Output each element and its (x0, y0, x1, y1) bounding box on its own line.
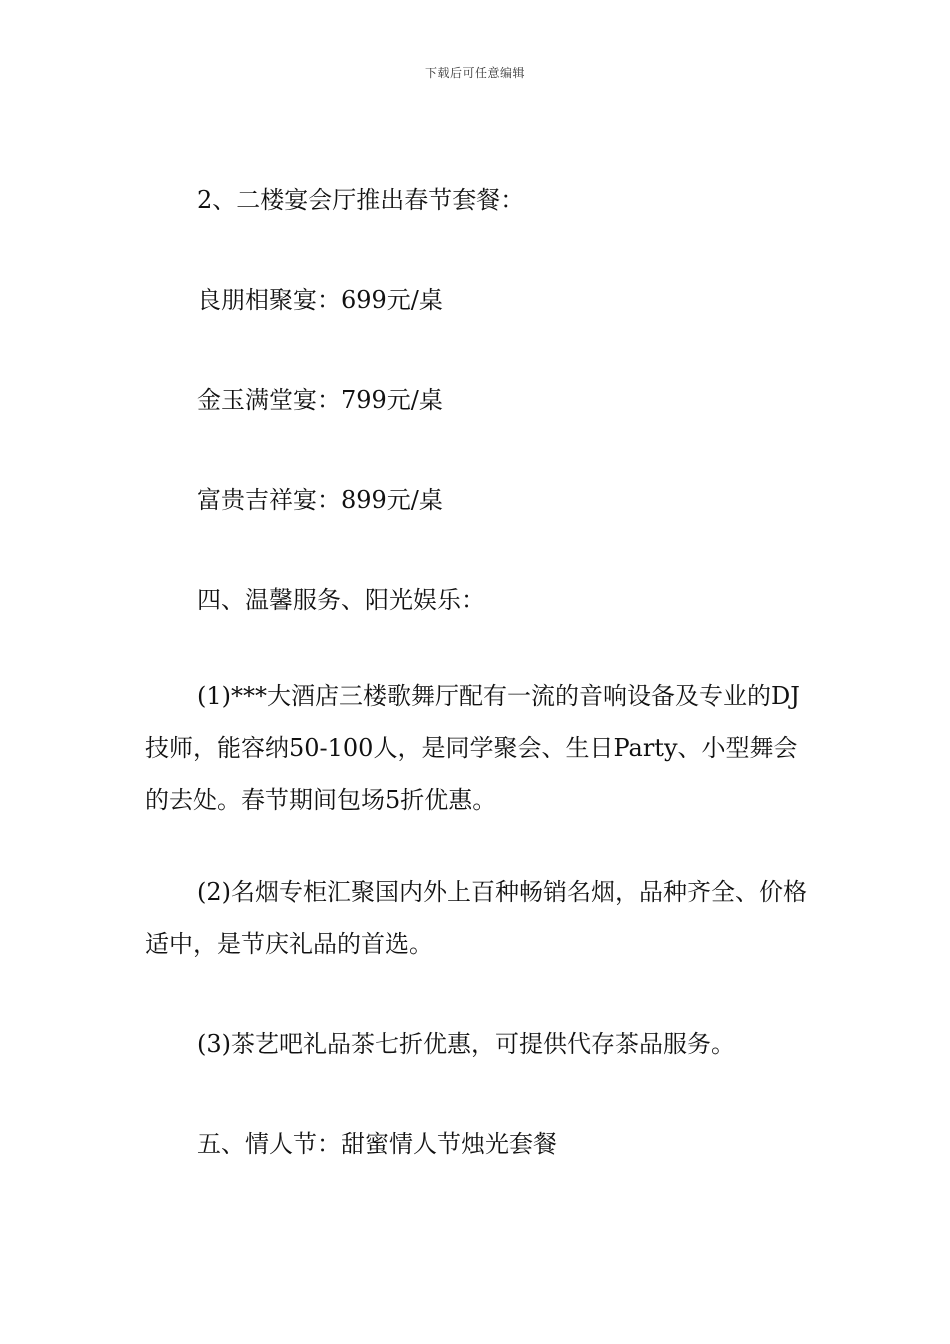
paragraph-item-2: (2)名烟专柜汇聚国内外上百种畅销名烟，品种齐全、价格适中，是节庆礼品的首选。 (145, 878, 807, 958)
paragraph-menu-2: 金玉满堂宴：799元/桌 (197, 386, 443, 414)
paragraph-menu-1: 良朋相聚宴：699元/桌 (197, 286, 443, 314)
page-header: 下载后可任意编辑 (424, 66, 525, 80)
section-heading-4: 四、温馨服务、阳光娱乐： (197, 586, 485, 614)
paragraph-item-1: (1)***大酒店三楼歌舞厅配有一流的音响设备及专业的DJ技师，能容纳50-100人，是同学聚会、生日Party、小型舞会的去处。春节期间包场5折优惠。 (145, 682, 800, 814)
paragraph-item-3: (3)茶艺吧礼品茶七折优惠，可提供代存茶品服务。 (197, 1030, 735, 1058)
paragraph-banquet-heading: 2、二楼宴会厅推出春节套餐： (197, 186, 525, 214)
paragraph-menu-3: 富贵吉祥宴：899元/桌 (197, 486, 443, 514)
section-heading-5: 五、情人节：甜蜜情人节烛光套餐 (197, 1130, 557, 1158)
